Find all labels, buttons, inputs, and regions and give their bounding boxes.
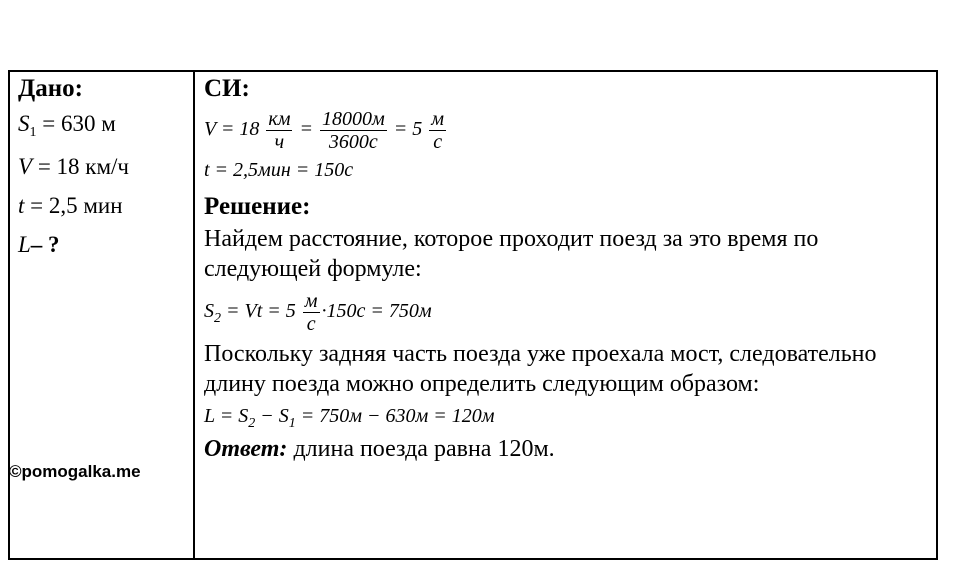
- answer-text: длина поезда равна 120м.: [287, 436, 555, 462]
- given-t: t = 2,5 мин: [18, 193, 123, 218]
- l-formula: $L = S_2 - S_1 = 750м - 630м = 120м$: [204, 405, 495, 431]
- given-list: [18, 104, 190, 264]
- solution-column: [204, 74, 929, 464]
- given-s1: $S_1 = 630$ м: [18, 111, 116, 140]
- fraction: км ч: [268, 108, 291, 153]
- given-v: V = 18 км/ч: [18, 154, 129, 179]
- given-column: [18, 74, 190, 264]
- answer-line: [204, 434, 929, 464]
- column-divider: [193, 70, 195, 560]
- given-l: L– ?: [18, 232, 60, 257]
- watermark: ©pomogalka.me: [9, 462, 141, 481]
- si-header: СИ:: [204, 75, 250, 102]
- answer-label: Ответ:: [204, 436, 288, 462]
- solution-text-1: Найдем расстояние, которое проходит поезд за это время по следующей формуле:: [204, 226, 819, 282]
- solution-text-2: Поскольку задняя часть поезда уже проехала мост, следовательно длину поезда можно определить следующим образом:: [204, 341, 877, 397]
- s2-formula: $S_2 = Vt = 5$ м с ·150с = 750м: [204, 290, 432, 335]
- si-t-formula: t = 2,5мин = 150с: [204, 159, 354, 181]
- fraction: м с: [431, 108, 445, 153]
- fraction: м с: [304, 290, 318, 335]
- solution-header: Решение:: [204, 193, 311, 220]
- fraction: 18000м 3600с: [321, 108, 385, 153]
- given-header: Дано:: [18, 75, 83, 102]
- si-v-formula: V = 18 км ч = 18000м 3600с = 5 м с: [204, 108, 445, 153]
